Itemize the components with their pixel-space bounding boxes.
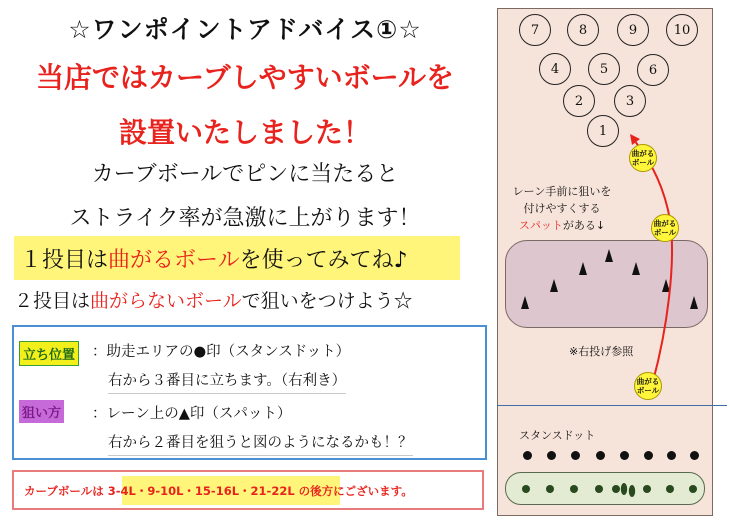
bowling-ball-icon [651,214,679,242]
triangle-spot-icon [632,262,640,275]
approach-dot-icon [522,485,530,493]
footer-suffix: の後方にございます。 [298,484,413,498]
body-line-1: カーブボールでピンに当たると [91,162,399,187]
triangle-spot-icon [550,279,558,292]
spot-word: スパット [518,219,563,232]
right-handed-note: ※右投げ参照 [569,345,634,358]
first-throw-ball: 曲がるボール [108,248,240,273]
aim-line-1: ：レーン上の▲印（スパット） [92,406,292,422]
foul-line [497,405,727,406]
stance-dot-icon [571,451,580,460]
stance-dot-icon [620,451,629,460]
ball-label-top: 曲がる [636,377,660,386]
aim-method-tag: 狙い方 [19,400,64,423]
footer-prefix: カーブボールは [24,484,104,498]
stance-dot-label: スタンスドット [519,429,596,442]
first-throw-suffix: を使ってみてね♪ [239,248,408,273]
approach-area [505,472,705,505]
first-throw-text [20,243,408,274]
bowling-pin-icon: 6 [637,54,669,86]
approach-dot-icon [666,485,674,493]
footer-lanes: 3-4L・9-10L・15-16L・21-22L [107,484,295,498]
stand-position-tag: 立ち位置 [19,341,79,366]
ball-label-bottom: ボール [631,158,655,167]
approach-dot-icon [689,485,697,493]
second-throw-suffix: で狙いをつけよう☆ [241,290,413,312]
announcement-line-2: 設置いたしました！ [118,116,371,149]
triangle-spot-icon [662,279,670,292]
stance-dot-icon [596,451,605,460]
ball-label-top: 曲がる [631,149,655,158]
aim-line-2: 右から２番目を狙うと図のようになるかも！？ [108,431,413,456]
approach-dot-icon [612,485,620,493]
stand-line-2: 右から３番目に立ちます。（右利き） [108,369,346,394]
triangle-spot-icon [605,249,613,262]
approach-dot-icon [643,485,651,493]
approach-dot-icon [546,485,554,493]
ball-label-bottom: ボール [636,386,660,395]
second-throw-ball: 曲がらないボール [90,290,242,312]
triangle-spot-icon [521,296,529,309]
second-throw-prefix: ２投目は [14,290,91,312]
bowling-pin-icon: 4 [539,53,571,85]
approach-dot-icon [570,485,578,493]
title-heading: ☆ワンポイントアドバイス①☆ [68,15,422,44]
approach-dot-icon [595,485,603,493]
stance-dot-icon [690,451,699,460]
spot-note-line-1: レーン手前に狙いを [512,185,612,198]
second-throw-text [14,286,413,313]
ball-label-top: 曲がる [653,219,677,228]
bowling-pin-icon: 10 [666,14,698,46]
bowling-pin-icon: 9 [617,14,649,46]
stance-dot-icon [667,451,676,460]
triangle-spot-icon [690,296,698,309]
stance-dot-icon [644,451,653,460]
bowling-pin-icon: 7 [519,14,551,46]
stand-line-1: ：助走エリアの●印（スタンスドット） [92,344,351,360]
spot-note-line-3 [503,217,621,234]
bowling-ball-icon [634,372,662,400]
spot-note-suffix: がある↓ [562,219,606,232]
ball-label-bottom: ボール [653,228,677,237]
stance-dot-icon [547,451,556,460]
announcement-line-1: 当店ではカーブしやすいボールを [35,61,455,94]
bowling-pin-icon: 5 [588,53,620,85]
bowling-pin-icon: 3 [614,85,646,117]
bowling-pin-icon: 2 [563,85,595,117]
stance-dot-icon [523,451,532,460]
first-throw-prefix: １投目は [20,248,109,273]
triangle-spot-icon [579,262,587,275]
footer-text [24,483,413,499]
spot-note [503,183,621,234]
body-line-2: ストライク率が急激に上がります！ [69,206,421,231]
bowling-ball-icon [629,144,657,172]
bowling-pin-icon: 8 [567,14,599,46]
spot-note-line-2: 付けやすくする [523,202,601,215]
bowling-pin-icon: 1 [587,115,619,147]
